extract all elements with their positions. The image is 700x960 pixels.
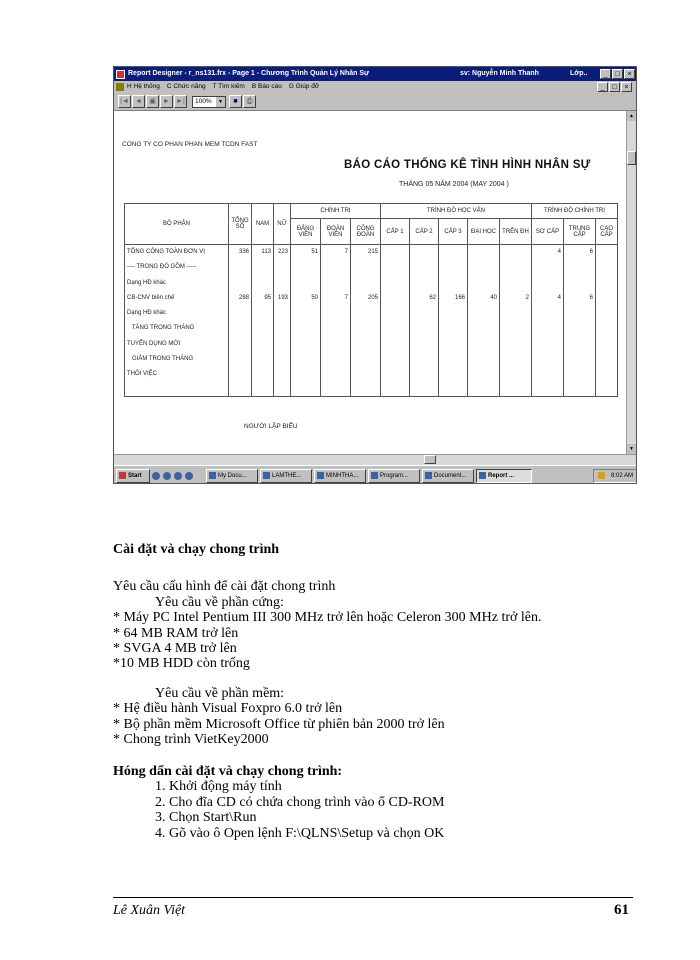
table-cell <box>351 352 380 367</box>
header-chinh-tri-level: TRÌNH ĐỘ CHÍNH TRỊ <box>532 204 618 219</box>
mdi-restore-button[interactable]: □ <box>609 82 620 92</box>
quick-launch <box>152 472 202 480</box>
table-cell <box>291 260 320 275</box>
table-cell: 95 <box>264 294 271 301</box>
menu-he-thong[interactable]: H Hệ thống <box>127 83 160 90</box>
quicklaunch-icon[interactable] <box>185 472 193 480</box>
table-cell <box>291 337 320 352</box>
start-label: Start <box>128 472 142 479</box>
menu-bar <box>114 81 636 93</box>
table-cell <box>596 367 617 382</box>
table-cell <box>439 306 467 321</box>
task-document[interactable] <box>422 469 474 483</box>
window-user: sv: Nguyễn Minh Thanh <box>460 70 539 77</box>
minimize-button[interactable]: _ <box>600 69 611 79</box>
vertical-scrollbar[interactable] <box>626 111 637 454</box>
table-cell: 2 <box>525 294 529 301</box>
header-nam: NAM <box>252 204 274 245</box>
app-icon <box>263 472 270 479</box>
system-tray <box>593 469 637 483</box>
table-column-cd <box>351 245 381 397</box>
header-sub: CẤP 2 <box>410 219 439 245</box>
table-cell <box>596 291 617 306</box>
report-signer: NGƯỜI LẬP BIỂU <box>244 423 298 430</box>
table-cell <box>564 276 595 291</box>
task-lamthe[interactable] <box>260 469 312 483</box>
table-cell <box>381 260 409 275</box>
table-cell <box>564 260 595 275</box>
app-icon <box>317 472 324 479</box>
table-column-c3 <box>439 245 468 397</box>
table-column-c2 <box>410 245 439 397</box>
table-cell <box>291 352 320 367</box>
guide-step: 2. Cho đĩa CD có chứa chong trình vào ổ CD-ROM <box>155 795 445 810</box>
folder-icon <box>209 472 216 479</box>
table-cell <box>381 276 409 291</box>
table-cell <box>468 367 499 382</box>
table-cell <box>252 352 273 367</box>
header-sub: ĐOÀN VIÊN <box>321 219 351 245</box>
table-cell <box>252 321 273 336</box>
table-cell <box>410 260 438 275</box>
section-heading: Cài đặt và chạy chong trình <box>113 542 280 557</box>
table-cell <box>252 276 273 291</box>
word-icon <box>425 472 432 479</box>
table-cell <box>229 337 251 352</box>
task-label: Document... <box>434 472 467 479</box>
goto-page-button[interactable]: ▣ <box>146 95 159 108</box>
vertical-scroll-thumb[interactable] <box>627 151 636 165</box>
report-subtitle: THÁNG 05 NĂM 2004 (MAY 2004 ) <box>399 181 509 188</box>
header-hoc-van: TRÌNH ĐỘ HỌC VẤN <box>381 204 532 219</box>
window-titlebar <box>114 67 636 81</box>
zoom-select[interactable] <box>192 96 226 108</box>
table-cell <box>564 352 595 367</box>
table-column-label <box>125 245 229 397</box>
requirements-title: Yêu cầu cấu hình để cài đặt chong trình <box>113 579 336 594</box>
table-cell <box>351 276 380 291</box>
table-cell <box>439 260 467 275</box>
table-cell <box>500 321 531 336</box>
table-cell <box>321 367 350 382</box>
table-cell <box>321 260 350 275</box>
table-cell <box>596 276 617 291</box>
table-cell <box>321 306 350 321</box>
table-cell <box>274 276 290 291</box>
table-column-tc <box>564 245 596 397</box>
table-column-nam <box>252 245 274 397</box>
table-cell <box>274 321 290 336</box>
table-cell <box>351 337 380 352</box>
table-cell <box>564 337 595 352</box>
task-report[interactable] <box>476 469 532 483</box>
software-item: * Bộ phần mềm Microsoft Office từ phiên bản 2000 trở lên <box>113 717 445 732</box>
table-cell <box>321 276 350 291</box>
maximize-button[interactable]: □ <box>612 69 623 79</box>
table-cell <box>274 306 290 321</box>
header-sub: TRUNG CẤP <box>564 219 596 245</box>
table-cell <box>229 367 251 382</box>
table-cell: 62 <box>429 294 436 301</box>
table-cell <box>532 276 563 291</box>
table-cell <box>291 367 320 382</box>
header-sub: SƠ CẤP <box>532 219 564 245</box>
table-cell: 113 <box>261 249 271 255</box>
horizontal-scroll-thumb[interactable] <box>424 455 436 464</box>
table-cell <box>274 337 290 352</box>
table-cell: THÔI VIỆC <box>127 371 158 378</box>
table-cell <box>381 321 409 336</box>
task-minhtha[interactable] <box>314 469 366 483</box>
table-cell: 336 <box>238 249 249 255</box>
close-button[interactable]: × <box>624 69 635 79</box>
guide-step: 3. Chọn Start\Run <box>155 810 257 825</box>
table-cell <box>500 337 531 352</box>
table-cell: 193 <box>277 294 288 301</box>
menu-giup-do[interactable]: G Giúp đỡ <box>288 83 320 90</box>
report-designer-screenshot <box>113 66 637 484</box>
menu-app-icon <box>116 83 124 91</box>
table-cell <box>291 321 320 336</box>
header-chinh-tri: CHÍNH TRỊ <box>291 204 381 219</box>
taskbar <box>114 465 637 484</box>
table-cell <box>468 306 499 321</box>
quicklaunch-icon[interactable] <box>163 472 171 480</box>
table-cell <box>229 276 251 291</box>
table-cell: TĂNG TRONG THÁNG <box>127 325 195 332</box>
report-preview <box>114 111 626 454</box>
table-cell <box>274 367 290 382</box>
table-cell <box>291 276 320 291</box>
task-label: LAMTHE... <box>272 472 302 479</box>
table-cell: CB-CNV biên chế <box>127 294 175 301</box>
table-cell <box>468 321 499 336</box>
task-label: Report ... <box>488 472 515 479</box>
header-sub: CẤP 1 <box>381 219 410 245</box>
table-column-c1 <box>381 245 410 397</box>
table-cell <box>532 337 563 352</box>
mdi-close-button[interactable]: × <box>621 82 632 92</box>
hardware-item: * Máy PC Intel Pentium III 300 MHz trở lên hoặc Celeron 300 MHz trở lên. <box>113 610 542 625</box>
table-cell: 288 <box>238 294 249 301</box>
table-cell <box>252 260 273 275</box>
hardware-title: Yêu cầu về phần cứng: <box>155 595 284 610</box>
table-cell <box>439 245 467 260</box>
table-cell <box>500 367 531 382</box>
header-bo-phan: BỘ PHẬN <box>125 204 229 245</box>
table-cell <box>500 352 531 367</box>
table-cell <box>252 367 273 382</box>
table-column-doanv <box>321 245 351 397</box>
footer-divider <box>113 897 633 898</box>
table-cell <box>500 306 531 321</box>
table-cell <box>351 260 380 275</box>
guide-title: Hóng dẩn cài đặt và chạy chong trình: <box>113 764 343 779</box>
table-column-dv <box>291 245 321 397</box>
software-item: * Chong trình VietKey2000 <box>113 732 269 747</box>
table-cell: 6 <box>589 249 593 255</box>
table-cell: 7 <box>344 294 348 301</box>
table-column-tdh <box>500 245 532 397</box>
table-cell <box>410 337 438 352</box>
hardware-item: *10 MB HDD còn trống <box>113 656 250 671</box>
table-column-sc <box>532 245 564 397</box>
table-cell <box>351 367 380 382</box>
header-sub: CẤP 3 <box>439 219 468 245</box>
task-program[interactable] <box>368 469 420 483</box>
table-cell: 40 <box>490 294 497 301</box>
task-label: MINHTHA... <box>326 472 359 479</box>
table-cell: TUYỂN DỤNG MỚI <box>127 340 181 347</box>
header-nu: NỮ <box>274 204 291 245</box>
first-page-button[interactable]: |◄ <box>118 95 131 108</box>
table-cell: Dạng HĐ khác <box>127 279 167 286</box>
table-cell <box>351 306 380 321</box>
table-cell <box>410 367 438 382</box>
mdi-controls <box>597 82 633 92</box>
table-cell: Dạng HĐ khác <box>127 310 167 317</box>
table-cell <box>532 367 563 382</box>
table-cell <box>439 276 467 291</box>
print-icon[interactable]: ⎙ <box>243 95 256 108</box>
table-cell: 166 <box>454 294 465 301</box>
header-sub: TRÊN ĐH <box>500 219 532 245</box>
quicklaunch-icon[interactable] <box>174 472 182 480</box>
table-cell <box>500 276 531 291</box>
app-icon <box>116 70 125 79</box>
software-item: * Hệ điều hành Visual Foxpro 6.0 trở lên <box>113 701 343 716</box>
next-page-button[interactable]: ► <box>160 95 173 108</box>
window-class: Lớp.. <box>570 70 588 77</box>
table-cell: 205 <box>367 294 378 301</box>
table-cell <box>532 321 563 336</box>
menu-bao-cao[interactable]: B Báo cáo <box>251 83 282 90</box>
table-cell <box>381 306 409 321</box>
table-cell: 50 <box>311 294 318 301</box>
table-cell <box>321 321 350 336</box>
table-cell <box>229 321 251 336</box>
table-cell <box>291 306 320 321</box>
header-sub: CÔNG ĐOÀN <box>351 219 381 245</box>
table-cell <box>439 352 467 367</box>
clock: 8:02 AM <box>610 472 633 479</box>
chevron-down-icon: ▼ <box>216 97 225 107</box>
table-cell <box>468 245 499 260</box>
preview-toolbar <box>114 93 636 111</box>
table-cell: 6 <box>589 294 593 301</box>
table-cell <box>274 260 290 275</box>
table-column-nu <box>274 245 291 397</box>
table-cell <box>500 260 531 275</box>
table-column-tong <box>229 245 252 397</box>
foxpro-icon <box>479 472 486 479</box>
task-label: My Docu... <box>218 472 247 479</box>
table-cell: 215 <box>367 249 378 255</box>
table-column-cc <box>596 245 618 397</box>
tray-icon[interactable] <box>598 472 605 479</box>
table-cell <box>468 337 499 352</box>
header-tong-so: TỔNG SỐ <box>229 204 252 245</box>
table-cell: 4 <box>557 249 561 255</box>
zoom-value: 100% <box>195 97 212 105</box>
table-cell <box>564 367 595 382</box>
hardware-item: * 64 MB RAM trở lên <box>113 626 239 641</box>
table-cell <box>468 352 499 367</box>
table-cell <box>410 306 438 321</box>
software-title: Yêu cầu về phần mềm: <box>155 686 285 701</box>
table-cell <box>321 352 350 367</box>
quicklaunch-icon[interactable] <box>152 472 160 480</box>
table-cell <box>596 337 617 352</box>
table-cell <box>564 306 595 321</box>
table-cell <box>439 337 467 352</box>
header-sub: CAO CẤP <box>596 219 618 245</box>
page-number: 61 <box>614 902 629 918</box>
table-cell: 223 <box>277 249 288 255</box>
table-cell <box>596 260 617 275</box>
table-cell <box>351 321 380 336</box>
table-cell <box>468 260 499 275</box>
table-cell <box>468 276 499 291</box>
table-cell: GIẢM TRONG THÁNG <box>127 356 194 363</box>
table-cell <box>596 321 617 336</box>
table-cell <box>381 337 409 352</box>
scroll-down-icon[interactable]: ▼ <box>627 444 636 454</box>
guide-step: 1. Khởi động máy tính <box>155 779 282 794</box>
menu-tim-kiem[interactable]: T Tìm kiếm <box>212 83 245 90</box>
table-cell <box>564 321 595 336</box>
footer-author: Lê Xuân Việt <box>113 903 186 918</box>
table-cell: 7 <box>344 249 348 255</box>
table-cell <box>532 352 563 367</box>
report-table <box>124 203 618 397</box>
table-cell <box>410 245 438 260</box>
table-cell <box>252 337 273 352</box>
table-cell: ---- TRONG ĐÓ GỒM ----- <box>127 264 197 271</box>
table-cell <box>381 367 409 382</box>
windows-logo-icon <box>119 472 126 479</box>
table-cell <box>410 276 438 291</box>
table-column-dh <box>468 245 500 397</box>
table-cell <box>500 245 531 260</box>
table-cell <box>410 321 438 336</box>
horizontal-scrollbar[interactable] <box>114 454 636 465</box>
table-cell: 4 <box>557 294 561 301</box>
table-cell <box>439 321 467 336</box>
table-cell <box>410 352 438 367</box>
task-label: Program... <box>380 472 409 479</box>
table-cell: 51 <box>311 249 318 255</box>
hardware-item: * SVGA 4 MB trở lên <box>113 641 237 656</box>
report-company: CONG TY CO PHAN PHAN MEM TCDN FAST <box>122 141 258 148</box>
table-cell: TỔNG CÔNG TOÀN ĐƠN VỊ <box>127 249 205 255</box>
table-cell <box>229 306 251 321</box>
task-my-documents[interactable] <box>206 469 258 483</box>
header-sub: ĐẢNG VIÊN <box>291 219 321 245</box>
table-cell <box>381 291 409 306</box>
table-cell <box>252 306 273 321</box>
start-button[interactable] <box>116 469 150 483</box>
last-page-button[interactable]: ►| <box>174 95 187 108</box>
close-preview-icon[interactable]: ■ <box>229 95 242 108</box>
header-sub: ĐẠI HỌC <box>468 219 500 245</box>
report-title: BÁO CÁO THỐNG KÊ TÌNH HÌNH NHÂN SỰ <box>344 159 591 171</box>
table-cell <box>439 367 467 382</box>
table-cell <box>229 260 251 275</box>
table-cell <box>532 260 563 275</box>
folder-icon <box>371 472 378 479</box>
table-cell <box>321 337 350 352</box>
table-cell <box>596 306 617 321</box>
menu-chuc-nang[interactable]: C Chức năng <box>166 83 206 90</box>
table-cell <box>596 352 617 367</box>
table-cell <box>381 352 409 367</box>
mdi-minimize-button[interactable]: _ <box>597 82 608 92</box>
prev-page-button[interactable]: ◄ <box>132 95 145 108</box>
table-body-row <box>125 245 618 397</box>
table-cell <box>274 352 290 367</box>
table-cell <box>532 306 563 321</box>
window-title: Report Designer - r_ns131.frx - Page 1 - Chương Trình Quản Lý Nhân Sự <box>128 70 370 77</box>
table-cell <box>229 352 251 367</box>
table-cell <box>381 245 409 260</box>
scroll-up-icon[interactable]: ▲ <box>627 111 636 121</box>
table-cell <box>596 245 617 260</box>
guide-step: 4. Gõ vào ô Open lệnh F:\QLNS\Setup và chọn OK <box>155 826 445 841</box>
